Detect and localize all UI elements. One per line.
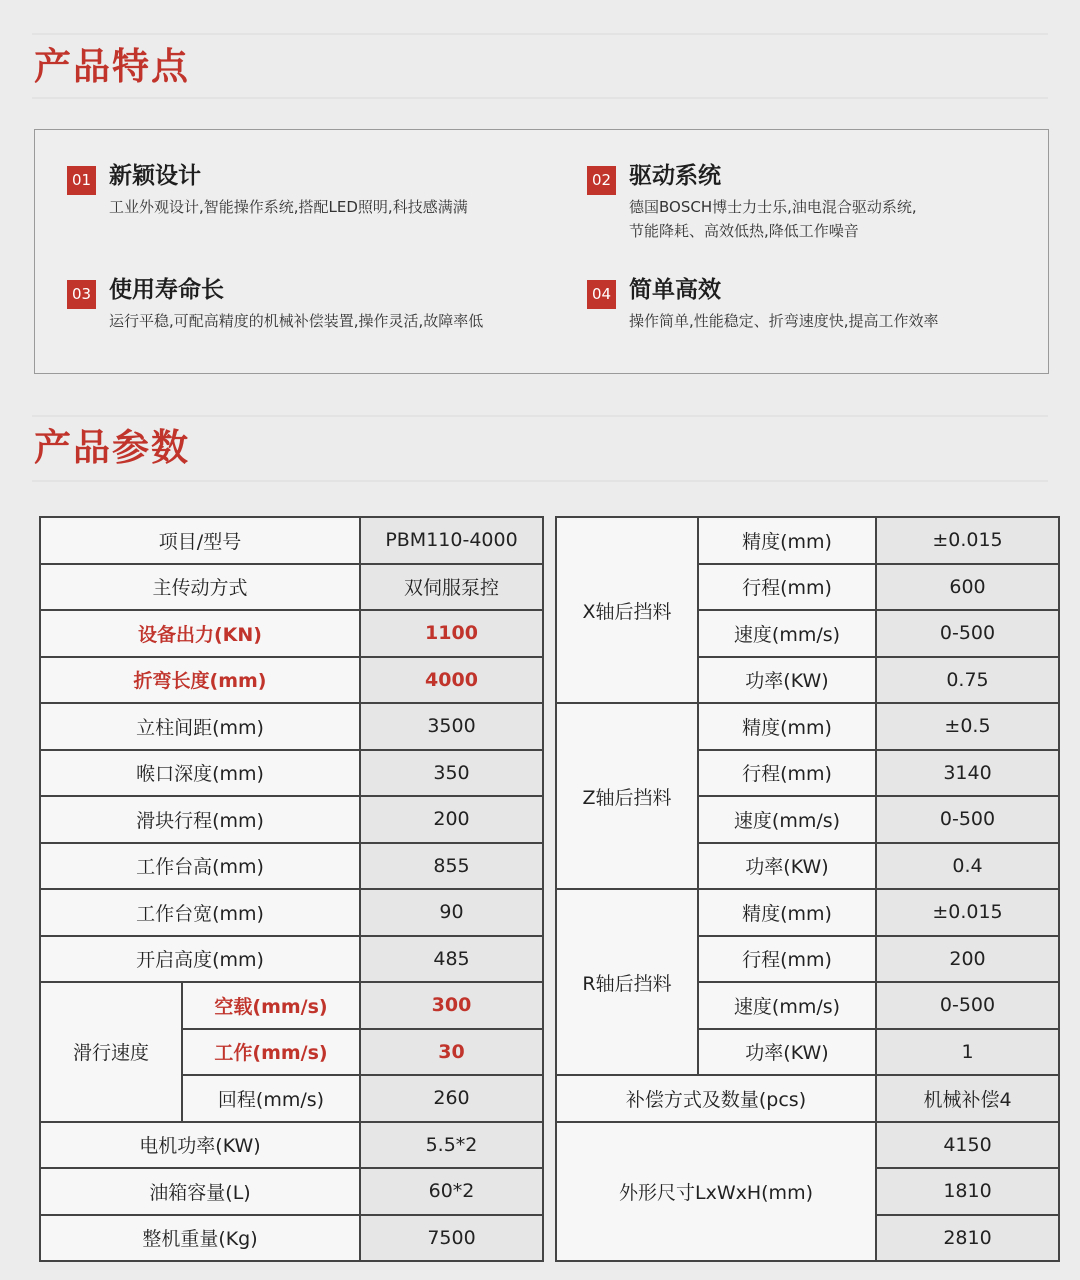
table-row bbox=[40, 1122, 543, 1169]
axis-group-label: R轴后挡料 bbox=[556, 889, 698, 1075]
param-value: 3140 bbox=[876, 750, 1059, 797]
param-label: 整机重量(Kg) bbox=[40, 1215, 360, 1262]
param-label: 立柱间距(mm) bbox=[40, 703, 360, 750]
param-label: 行程(mm) bbox=[698, 936, 876, 983]
param-value: 350 bbox=[360, 750, 543, 797]
param-value: 200 bbox=[360, 796, 543, 843]
feature-description: 德国BOSCH博士力士乐,油电混合驱动系统, 节能降耗、高效低热,降低工作噪音 bbox=[629, 198, 917, 240]
features-box bbox=[34, 129, 1049, 374]
param-label: 滑块行程(mm) bbox=[40, 796, 360, 843]
param-value: 双伺服泵控 bbox=[360, 564, 543, 611]
param-value: 600 bbox=[876, 564, 1059, 611]
param-value: 1100 bbox=[360, 610, 543, 657]
param-value: 90 bbox=[360, 889, 543, 936]
param-value: 4150 bbox=[876, 1122, 1059, 1169]
param-label: 电机功率(KW) bbox=[40, 1122, 360, 1169]
left-spec-table bbox=[39, 516, 544, 1262]
param-label: 速度(mm/s) bbox=[698, 610, 876, 657]
param-value: 485 bbox=[360, 936, 543, 983]
param-value: 0-500 bbox=[876, 610, 1059, 657]
param-value: 机械补偿4 bbox=[876, 1075, 1059, 1122]
table-row bbox=[40, 564, 543, 611]
param-label: 项目/型号 bbox=[40, 517, 360, 564]
param-value: 30 bbox=[360, 1029, 543, 1076]
table-row bbox=[556, 889, 1059, 936]
table-row bbox=[556, 1122, 1059, 1169]
param-label: 开启高度(mm) bbox=[40, 936, 360, 983]
slide-speed-group-label: 滑行速度 bbox=[40, 982, 182, 1122]
table-row bbox=[40, 843, 543, 890]
axis-group-label: Z轴后挡料 bbox=[556, 703, 698, 889]
param-label: 行程(mm) bbox=[698, 750, 876, 797]
param-value: 4000 bbox=[360, 657, 543, 704]
param-label: 设备出力(KN) bbox=[40, 610, 360, 657]
table-row bbox=[40, 982, 543, 1029]
table-row bbox=[556, 517, 1059, 564]
feature-title: 简单高效 bbox=[629, 277, 721, 303]
params-title-divider bbox=[32, 480, 1048, 482]
table-row bbox=[40, 750, 543, 797]
table-row bbox=[40, 796, 543, 843]
table-row bbox=[556, 703, 1059, 750]
param-value: PBM110-4000 bbox=[360, 517, 543, 564]
table-row bbox=[40, 1168, 543, 1215]
param-label: 油箱容量(L) bbox=[40, 1168, 360, 1215]
param-label: 工作台高(mm) bbox=[40, 843, 360, 890]
param-value: 5.5*2 bbox=[360, 1122, 543, 1169]
feature-title: 驱动系统 bbox=[629, 163, 721, 189]
table-row bbox=[40, 936, 543, 983]
table-row bbox=[40, 610, 543, 657]
table-row bbox=[40, 657, 543, 704]
feature-number-badge: 03 bbox=[67, 280, 96, 309]
param-value: 3500 bbox=[360, 703, 543, 750]
param-value: ±0.015 bbox=[876, 889, 1059, 936]
table-row bbox=[556, 1075, 1059, 1122]
param-label: 工作台宽(mm) bbox=[40, 889, 360, 936]
feature-title: 新颖设计 bbox=[109, 163, 201, 189]
param-value: 260 bbox=[360, 1075, 543, 1122]
param-value: 0.75 bbox=[876, 657, 1059, 704]
param-label: 补偿方式及数量(pcs) bbox=[556, 1075, 876, 1122]
feature-title: 使用寿命长 bbox=[109, 277, 224, 303]
features-title: 产品特点 bbox=[34, 45, 190, 88]
param-label: 空载(mm/s) bbox=[182, 982, 360, 1029]
param-label: 回程(mm/s) bbox=[182, 1075, 360, 1122]
param-value: 60*2 bbox=[360, 1168, 543, 1215]
param-value: 1810 bbox=[876, 1168, 1059, 1215]
param-value: 0-500 bbox=[876, 796, 1059, 843]
param-value: 300 bbox=[360, 982, 543, 1029]
param-value: 0.4 bbox=[876, 843, 1059, 890]
param-value: 0-500 bbox=[876, 982, 1059, 1029]
param-value: 1 bbox=[876, 1029, 1059, 1076]
param-label: 喉口深度(mm) bbox=[40, 750, 360, 797]
param-label: 主传动方式 bbox=[40, 564, 360, 611]
param-label: 速度(mm/s) bbox=[698, 796, 876, 843]
table-row bbox=[40, 703, 543, 750]
feature-number-badge: 01 bbox=[67, 166, 96, 195]
param-value: 2810 bbox=[876, 1215, 1059, 1262]
param-label: 工作(mm/s) bbox=[182, 1029, 360, 1076]
params-top-divider bbox=[32, 415, 1048, 417]
axis-group-label: X轴后挡料 bbox=[556, 517, 698, 703]
feature-number-badge: 04 bbox=[587, 280, 616, 309]
params-title: 产品参数 bbox=[34, 426, 190, 469]
table-row bbox=[40, 1215, 543, 1262]
param-label: 精度(mm) bbox=[698, 703, 876, 750]
param-label: 折弯长度(mm) bbox=[40, 657, 360, 704]
features-title-divider bbox=[32, 97, 1048, 99]
table-row bbox=[40, 889, 543, 936]
param-value: ±0.5 bbox=[876, 703, 1059, 750]
param-label: 功率(KW) bbox=[698, 1029, 876, 1076]
table-row bbox=[40, 517, 543, 564]
feature-number-badge: 02 bbox=[587, 166, 616, 195]
feature-description: 工业外观设计,智能操作系统,搭配LED照明,科技感满满 bbox=[109, 198, 468, 216]
param-label: 速度(mm/s) bbox=[698, 982, 876, 1029]
param-value: ±0.015 bbox=[876, 517, 1059, 564]
param-label: 功率(KW) bbox=[698, 657, 876, 704]
param-label: 功率(KW) bbox=[698, 843, 876, 890]
param-value: 7500 bbox=[360, 1215, 543, 1262]
feature-description: 操作简单,性能稳定、折弯速度快,提高工作效率 bbox=[629, 312, 939, 330]
param-label: 行程(mm) bbox=[698, 564, 876, 611]
param-value: 855 bbox=[360, 843, 543, 890]
dimensions-label: 外形尺寸LxWxH(mm) bbox=[556, 1122, 876, 1262]
feature-description: 运行平稳,可配高精度的机械补偿装置,操作灵活,故障率低 bbox=[109, 312, 484, 330]
param-value: 200 bbox=[876, 936, 1059, 983]
right-spec-table bbox=[555, 516, 1060, 1262]
param-label: 精度(mm) bbox=[698, 517, 876, 564]
top-divider bbox=[32, 33, 1048, 35]
param-label: 精度(mm) bbox=[698, 889, 876, 936]
